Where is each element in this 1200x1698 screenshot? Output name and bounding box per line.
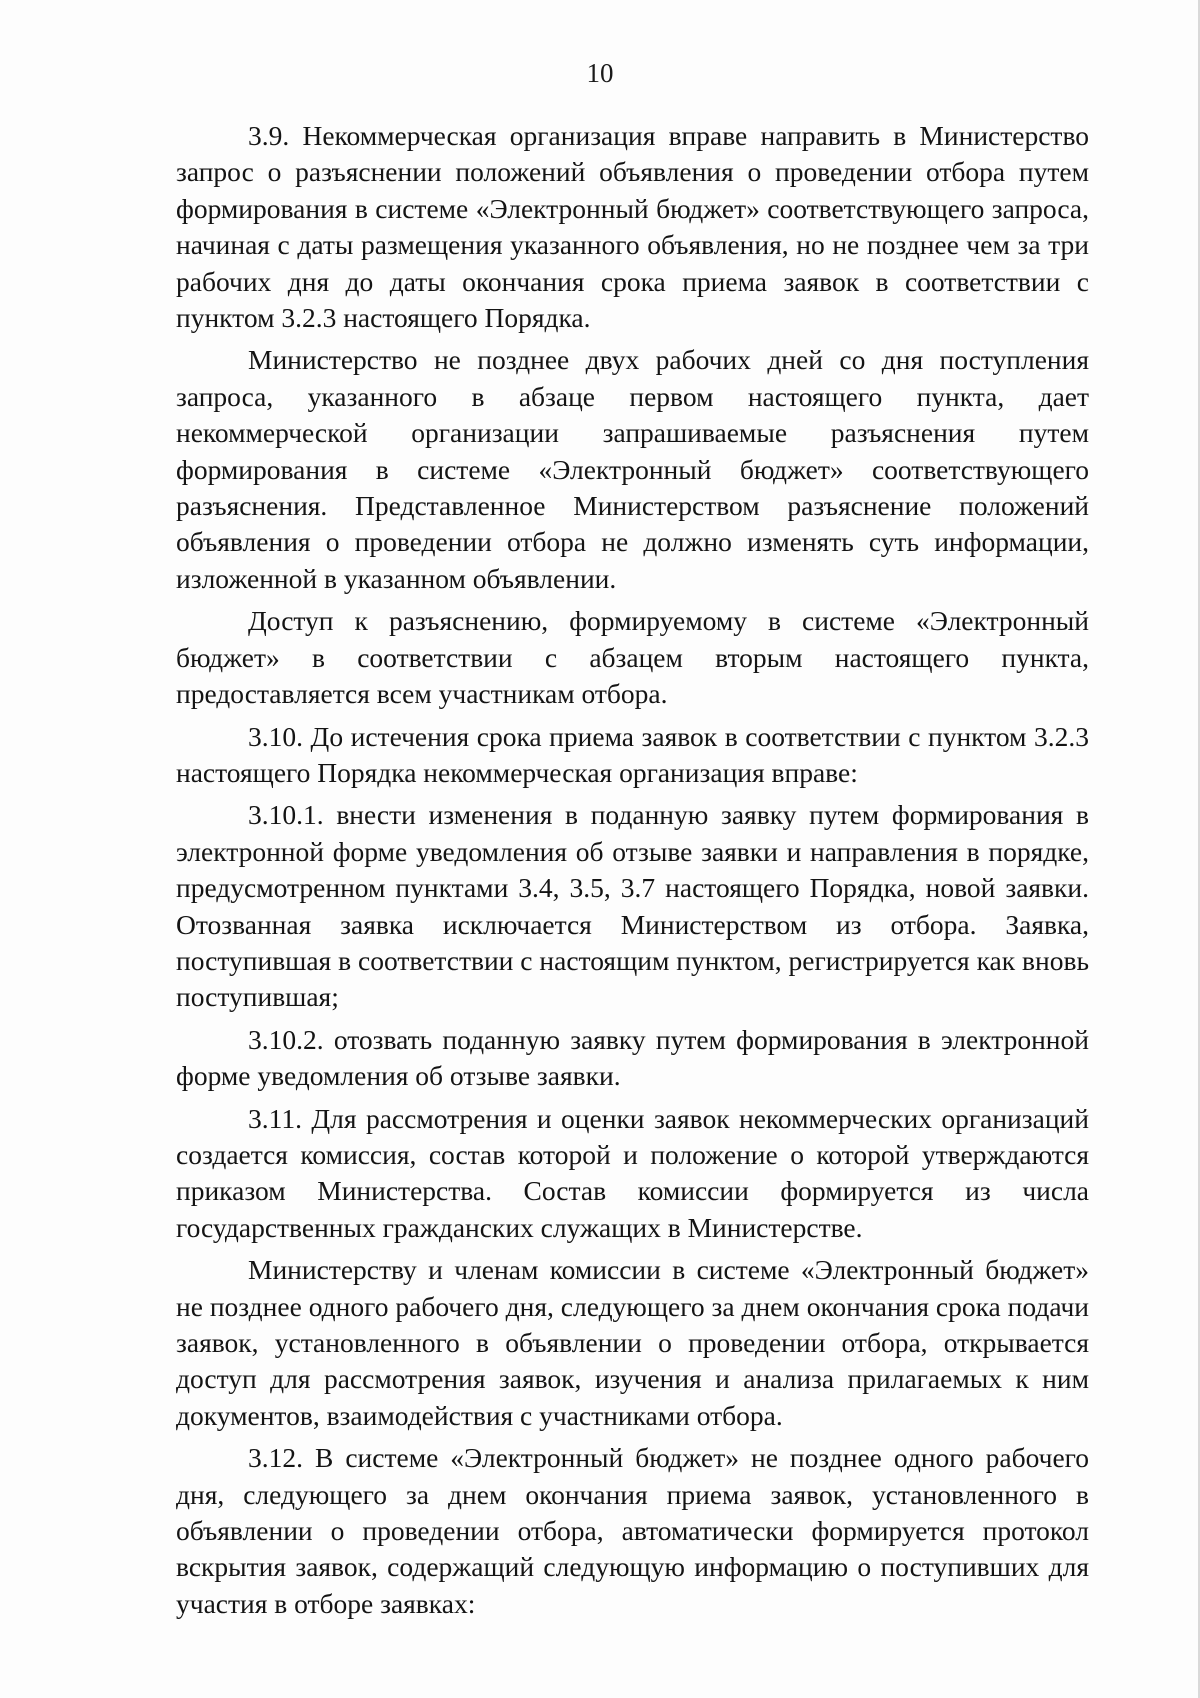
- paragraph-3-10-2: 3.10.2. отозвать поданную заявку путем формирования в электронной форме уведомления об отзыве заявки.: [176, 1023, 1089, 1092]
- paragraph-3-11: 3.11. Для рассмотрения и оценки заявок некоммерческих организаций создается комиссия, состав которой и положение о которой утверждаются приказом Министерства. Состав комиссии формируется из числа государственных гражданских служащих в Министерстве.: [176, 1102, 1089, 1243]
- paragraph-ministry-reply: Министерство не позднее двух рабочих дней со дня поступления запроса, указанного в абзаце первом настоящего пункта, дает некоммерческой организации запрашиваемые разъяснения путем формирования в системе «Электронный бюджет» соответствующего разъяснения. Представленное Министерством разъяснение положений объявления о проведении отбора не должно изменять суть информации, изложенной в указанном объявлении.: [176, 344, 1089, 594]
- paragraph-3-10: 3.10. До истечения срока приема заявок в соответствии с пунктом 3.2.3 настоящего Порядка некоммерческая организация вправе:: [176, 720, 1089, 788]
- document-body: [176, 118, 1089, 1628]
- paragraph-3-10-1: 3.10.1. внести изменения в поданную заявку путем формирования в электронной форме уведомления об отзыве заявки и направления в порядке, предусмотренном пунктами 3.4, 3.5, 3.7 настоящего Порядка, новой заявки. Отозванная заявка исключается Министерством из отбора. Заявка, поступившая в соответствии с настоящим пунктом, регистрируется как вновь поступившая;: [176, 799, 1089, 1013]
- paragraph-commission-access: Министерству и членам комиссии в системе «Электронный бюджет» не позднее одного рабочего дня, следующего за днем окончания срока подачи заявок, установленного в объявлении о проведении отбора, открывается доступ для рассмотрения заявок, изучения и анализа прилагаемых к ним документов, взаимодействия с участниками отбора.: [176, 1254, 1089, 1431]
- paragraph-access-clarification: Доступ к разъяснению, формируемому в системе «Электронный бюджет» в соответствии с абзацем вторым настоящего пункта, предоставляется всем участникам отбора.: [176, 605, 1089, 710]
- page-number: 10: [586, 58, 614, 88]
- paragraph-3-9: 3.9. Некоммерческая организация вправе направить в Министерство запрос о разъяснении положений объявления о проведении отбора путем формирования в системе «Электронный бюджет» соответствующего запроса, начиная с даты размещения указанного объявления, но не позднее чем за три рабочих дня до даты окончания срока приема заявок в соответствии с пунктом 3.2.3 настоящего Порядка.: [176, 120, 1089, 334]
- paragraph-3-12: 3.12. В системе «Электронный бюджет» не позднее одного рабочего дня, следующего за днем окончания приема заявок, установленного в объявлении о проведении отбора, автоматически формируется протокол вскрытия заявок, содержащий следующую информацию о поступивших для участия в отборе заявках:: [176, 1442, 1089, 1619]
